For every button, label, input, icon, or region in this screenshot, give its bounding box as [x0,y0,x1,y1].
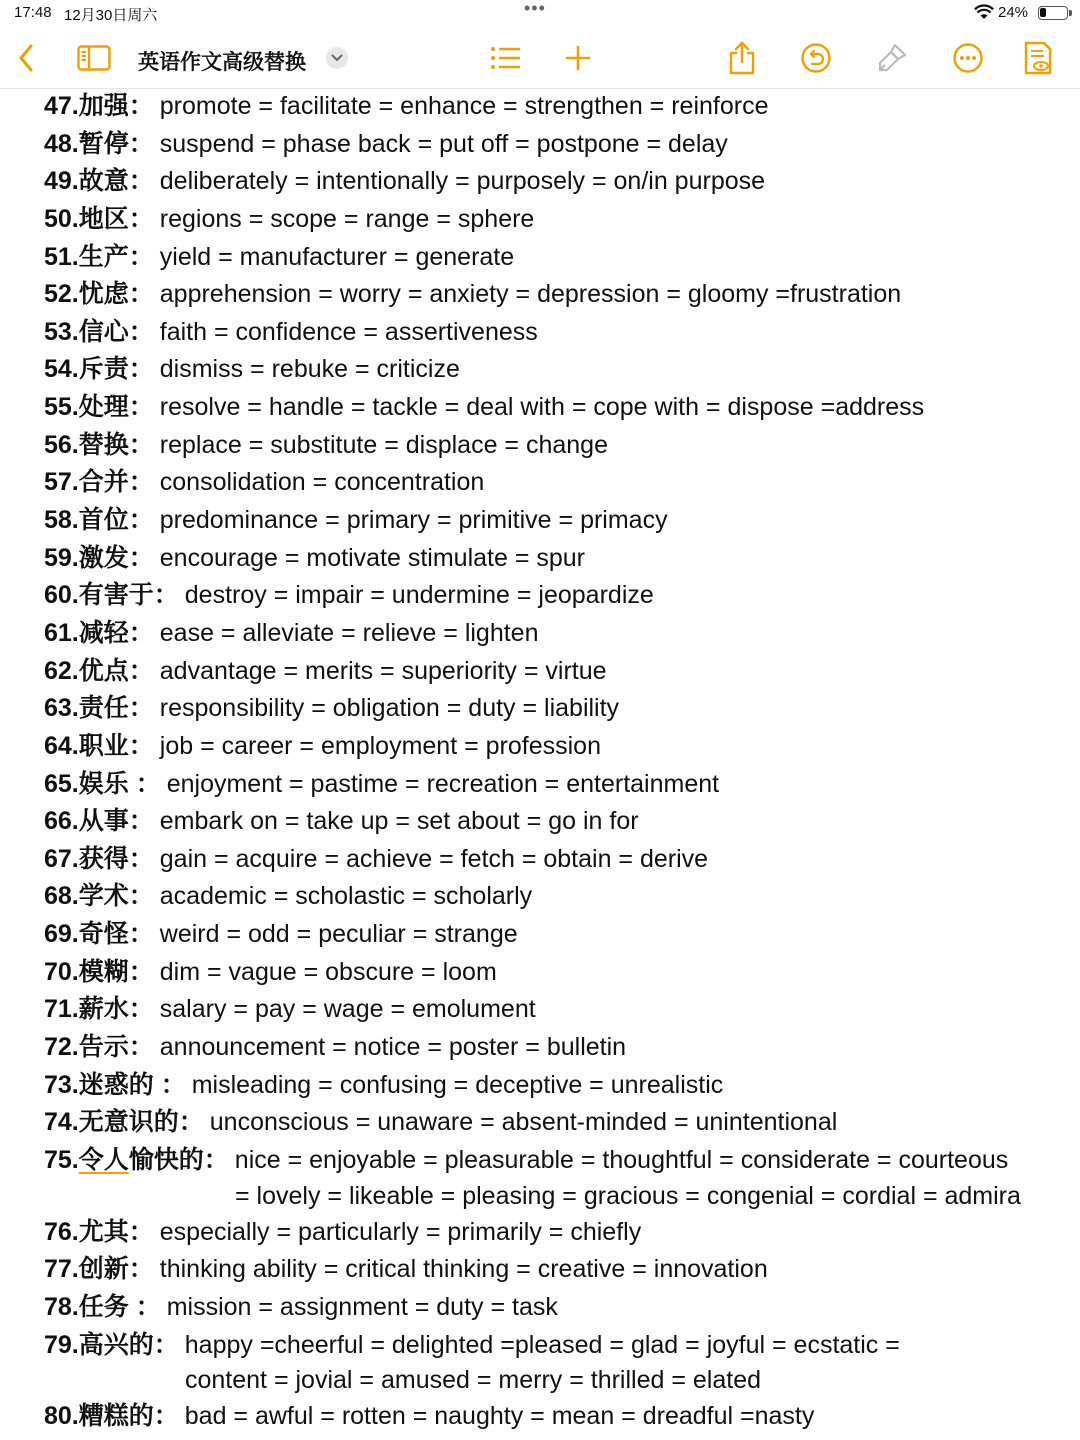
note-line [44,464,1080,502]
battery-icon [1038,6,1068,20]
entry-label: 69.奇怪： [44,920,154,949]
entry-synonyms: gain = acquire = achieve = fetch = obtain = derive [159,844,709,873]
entry-label: 68.学术： [44,882,154,911]
note-line [44,615,1080,653]
entry-number: 75. [44,1145,79,1174]
note-line [44,766,1080,804]
entry-synonyms: suspend = phase back = put off = postpone = delay [159,129,728,158]
entry-label: 67.获得： [44,844,154,873]
entry-label: 74.无意识的： [44,1108,204,1137]
entry-label: 50.地区： [44,204,154,233]
note-line [44,690,1080,728]
entry-synonyms: promote = facilitate = enhance = strengthen = reinforce [159,92,769,120]
entry-synonyms: replace = substitute = displace = change [159,430,608,459]
entry-label: 48.暂停： [44,129,154,158]
note-line [44,878,1080,916]
toolbar [0,30,1080,89]
note-line [44,1029,1080,1067]
note-line [44,1398,1080,1436]
entry-synonyms: weird = odd = peculiar = strange [159,920,518,949]
entry-label: 76.尤其： [44,1217,154,1246]
entry-label: 73.迷惑的 ： [44,1070,186,1099]
note-line [44,389,1080,427]
status-date: 12月30日周六 [64,7,158,24]
entry-label: 70.模糊： [44,957,154,986]
note-line [44,1142,1080,1180]
document-view-icon[interactable] [1020,40,1056,76]
entry-synonyms: encourage = motivate stimulate = spur [159,543,585,572]
entry-label: 57.合并： [44,468,154,497]
entry-synonyms-continued: content = jovial = amused = merry = thrilled = elated [185,1366,762,1395]
entry-label: 47.加强： [44,92,154,120]
entry-synonyms: happy =cheerful = delighted =pleased = glad = joyful = ecstatic = [184,1330,900,1359]
entry-label: 60.有害于： [44,581,179,610]
note-line [44,1251,1080,1289]
sidebar-icon[interactable] [76,40,112,76]
note-line [44,653,1080,691]
note-line [44,276,1080,314]
entry-label: 59.激发： [44,543,154,572]
entry-label: 64.职业： [44,731,154,760]
note-line [44,577,1080,615]
entry-synonyms-continued: = lovely = likeable = pleasing = gracious = congenial = cordial = admira [235,1181,1021,1210]
entry-synonyms: misleading = confusing = deceptive = unrealistic [191,1070,724,1099]
note-line [44,540,1080,578]
entry-label: 49.故意： [44,167,154,196]
entry-synonyms: faith = confidence = assertiveness [159,317,538,346]
spellcheck-underline[interactable]: 令人 [78,1145,129,1174]
more-icon[interactable] [950,40,986,76]
note-line [44,991,1080,1029]
markup-pen-icon[interactable] [874,40,910,76]
entry-synonyms: nice = enjoyable = pleasurable = thoughtful = considerate = courteous [234,1145,1009,1174]
note-line [44,314,1080,352]
entry-synonyms: thinking ability = critical thinking = creative = innovation [159,1255,768,1284]
entry-label: 63.责任： [44,694,154,723]
add-icon[interactable] [560,40,596,76]
entry-synonyms: responsibility = obligation = duty = liability [159,694,620,723]
entry-label-rest: 愉快的： [128,1145,229,1174]
entry-label: 66.从事： [44,807,154,836]
note-line-continuation [44,1364,1080,1398]
entry-synonyms: consolidation = concentration [159,468,485,497]
entry-synonyms: salary = pay = wage = emolument [159,995,536,1024]
status-time: 17:48 [14,4,52,21]
entry-label: 51.生产： [44,242,154,271]
note-line [44,502,1080,540]
entry-synonyms: regions = scope = range = sphere [159,204,535,233]
entry-synonyms: especially = particularly = primarily = chiefly [159,1217,642,1246]
wifi-icon [974,4,994,24]
note-line [44,954,1080,992]
entry-label: 53.信心： [44,317,154,346]
entry-label: 77.创新： [44,1255,154,1284]
undo-icon[interactable] [798,40,834,76]
note-line [44,728,1080,766]
entry-synonyms: dismiss = rebuke = criticize [159,355,460,384]
note-body[interactable] [44,88,1080,1436]
entry-synonyms: job = career = employment = profession [159,731,601,760]
note-line [44,1067,1080,1105]
entry-label: 52.忧虑： [44,280,154,309]
entry-synonyms: apprehension = worry = anxiety = depression = gloomy =frustration [159,280,902,309]
entry-synonyms: mission = assignment = duty = task [166,1292,558,1321]
entry-synonyms: enjoyment = pastime = recreation = entertainment [166,769,720,798]
entry-synonyms: destroy = impair = undermine = jeopardize [184,581,654,610]
note-line [44,803,1080,841]
note-line [44,1327,1080,1365]
entry-label: 78.任务 ： [44,1292,161,1321]
note-line-continuation [44,1180,1080,1214]
multitasking-dots[interactable]: ••• [524,0,546,18]
back-chevron-icon[interactable] [8,40,44,76]
note-line [44,239,1080,277]
note-line [44,841,1080,879]
entry-synonyms: deliberately = intentionally = purposely = on/in purpose [159,167,766,196]
entry-synonyms: academic = scholastic = scholarly [159,882,533,911]
status-bar [0,0,1080,26]
entry-synonyms: announcement = notice = poster = bulletin [159,1033,627,1062]
entry-label: 80.糟糕的： [44,1402,179,1431]
entry-label: 56.替换： [44,430,154,459]
note-line [44,916,1080,954]
entry-synonyms: ease = alleviate = relieve = lighten [159,618,539,647]
entry-synonyms: unconscious = unaware = absent-minded = unintentional [209,1108,838,1137]
entry-label: 72.告示： [44,1033,154,1062]
entry-synonyms: predominance = primary = primitive = primacy [159,506,668,535]
entry-label: 54.斥责： [44,355,154,384]
entry-label: 71.薪水： [44,995,154,1024]
entry-synonyms: dim = vague = obscure = loom [159,957,497,986]
note-line [44,1104,1080,1142]
share-icon[interactable] [724,40,760,76]
entry-label [44,1146,229,1174]
entry-synonyms: embark on = take up = set about = go in for [159,807,639,836]
entry-label: 79.高兴的： [44,1330,179,1359]
entry-label: 65.娱乐 ： [44,769,161,798]
note-line [44,201,1080,239]
entry-synonyms: resolve = handle = tackle = deal with = cope with = dispose =address [159,393,925,422]
entry-label: 58.首位： [44,506,154,535]
note-line [44,427,1080,465]
entry-synonyms: advantage = merits = superiority = virtue [159,656,607,685]
note-line [44,1289,1080,1327]
entry-label: 62.优点： [44,656,154,685]
note-line [44,88,1080,126]
list-icon[interactable] [488,40,524,76]
chevron-down-icon[interactable] [326,47,348,69]
note-line [44,351,1080,389]
entry-synonyms: yield = manufacturer = generate [159,242,515,271]
note-line [44,163,1080,201]
entry-synonyms: bad = awful = rotten = naughty = mean = dreadful =nasty [184,1402,815,1431]
entry-label: 61.减轻： [44,618,154,647]
document-title[interactable]: 英语作文高级替换 [138,51,306,74]
entry-label: 55.处理： [44,393,154,422]
battery-percentage: 24% [998,4,1029,21]
note-line [44,1214,1080,1252]
note-line [44,126,1080,164]
